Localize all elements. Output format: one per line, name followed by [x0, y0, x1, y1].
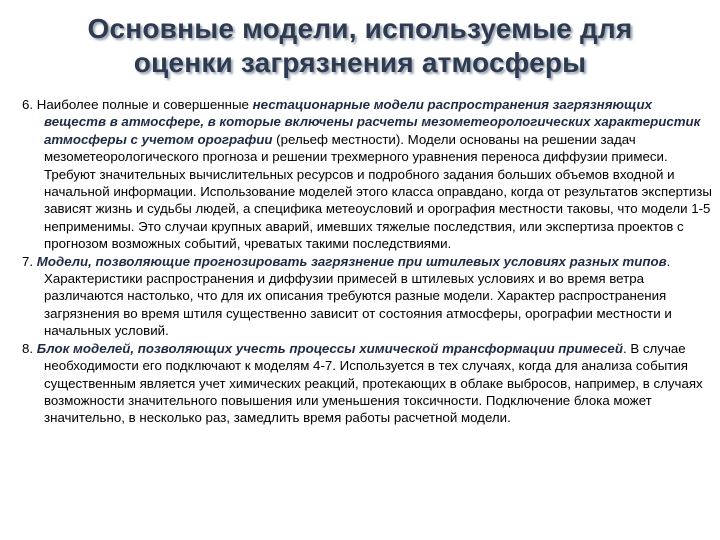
title-line-1: Основные модели, используемые для	[87, 13, 633, 44]
paragraph-item-8	[22, 340, 714, 427]
paragraph-emphasis: Блок моделей, позволяющих учесть процессы химической трансформации примесей	[36, 340, 623, 356]
title-line-2: оценки загрязнения атмосферы	[133, 47, 587, 78]
paragraph-item-7	[22, 253, 714, 340]
paragraph-emphasis: нестационарные модели распространения загрязняющих веществ в атмосфере, в которые включены расчеты мезометеорологических характеристик атмосферы с учетом орографии	[44, 97, 701, 147]
paragraph-text: (рельеф местности). Модели основаны на решении задач мезометеорологического прогноза и решении трехмерного уравнения переноса диффузии примеси. Требуют значительных вычислительных ресурсов и подробного задания больших объемов входной и начальной информации. Использование моделей этого класса оправдано, когда от результатов экспертизы зависят жизнь и судьбы людей, а специфика метеоусловий и орография местности таковы, что модели 1-5 неприменимы. Это случаи крупных аварий, имевших тяжелые последствия, или экспертиза проектов с прогнозом возможных событий, чреватых такими последствиями.	[44, 131, 712, 252]
paragraph-prefix: 8.	[22, 340, 37, 356]
paragraph-text: . В случае необходимости его подключают к моделям 4-7. Используется в тех случаях, когда для анализа события существенным является учет химических реакций, протекающих в облаке выбросов, например, в случаях возможности значительного повышения или уменьшения токсичности. Подключение блока может значительно, в несколько раз, замедлить время работы расчетной модели.	[44, 340, 703, 426]
slide-title	[0, 12, 720, 80]
paragraph-prefix: 6. Наиболее полные и совершенные	[22, 97, 253, 112]
paragraph-emphasis: Модели, позволяющие прогнозировать загрязнение при штилевых условиях разных типов	[36, 253, 667, 269]
paragraph-text: . Характеристики распространения и диффузии примесей в штилевых условиях и во время ветра различаются настолько, что для их описания требуются разные модели. Характер распространения загрязнения во время штиля существенно зависит от состояния атмосферы, орографии местности и начальных условий.	[44, 253, 672, 339]
paragraph-item-6	[22, 96, 714, 253]
slide-body	[22, 96, 714, 427]
paragraph-prefix: 7.	[22, 253, 37, 269]
